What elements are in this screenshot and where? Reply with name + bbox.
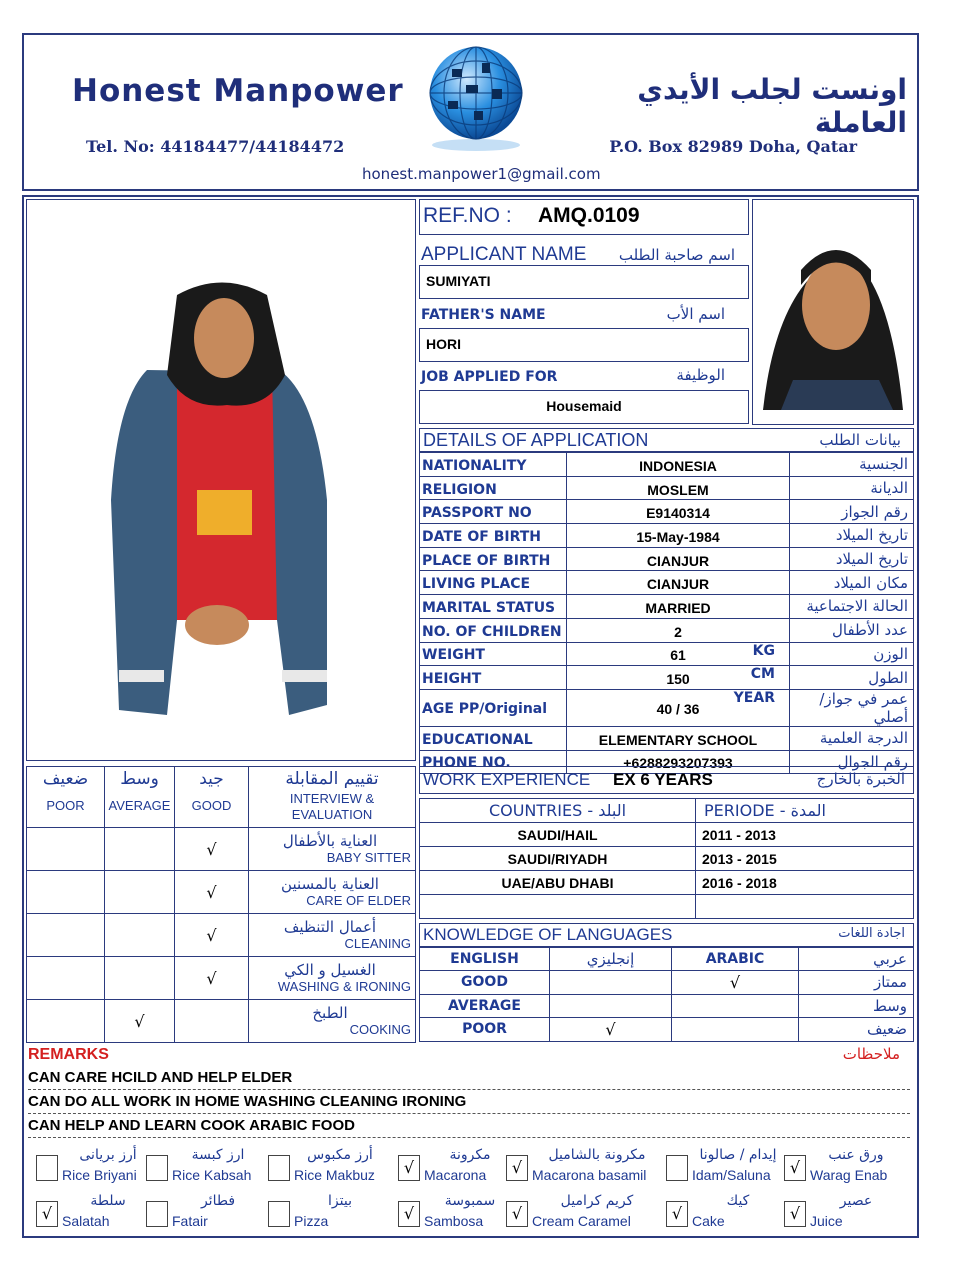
language-row xyxy=(420,1018,914,1042)
details-value: 150 xyxy=(666,671,690,688)
details-value: 40 / 36 xyxy=(656,701,700,718)
food-item xyxy=(506,1147,666,1191)
poor-check xyxy=(27,914,105,957)
language-level: AVERAGE xyxy=(420,994,550,1018)
english-header: ENGLISH xyxy=(420,948,550,971)
food-item xyxy=(268,1147,388,1191)
passport-photo-frame xyxy=(752,199,914,425)
food-name-ar: ارز كبسة xyxy=(191,1147,245,1163)
father-name-box xyxy=(419,328,749,362)
interview-skill-ar: العناية بالأطفال xyxy=(282,832,378,850)
food-item xyxy=(146,1193,266,1237)
food-name-en: Warag Enab xyxy=(810,1167,888,1183)
details-unit: KG xyxy=(752,642,775,659)
food-name-ar: سمبوسة xyxy=(444,1193,496,1209)
food-item xyxy=(398,1193,518,1237)
details-unit: YEAR xyxy=(733,689,775,706)
food-item xyxy=(36,1193,156,1237)
food-checkbox[interactable] xyxy=(666,1155,688,1181)
interview-skill-en: BABY SITTER xyxy=(326,850,411,865)
countries-header: COUNTRIES - البلد xyxy=(420,799,696,823)
details-row xyxy=(420,476,914,500)
food-checkbox[interactable]: √ xyxy=(398,1201,420,1227)
remarks-lines xyxy=(28,1066,910,1138)
food-name-en: Cream Caramel xyxy=(532,1213,631,1229)
applicant-name-label-ar: اسم صاحبة الطلب xyxy=(618,246,735,264)
language-level-ar: وسط xyxy=(799,994,914,1018)
details-row xyxy=(420,500,914,524)
interview-skill-ar: أعمال التنظيف xyxy=(283,918,377,936)
interview-row xyxy=(27,828,416,871)
food-checkbox[interactable]: √ xyxy=(666,1201,688,1227)
interview-title-ar: تقييم المقابلة xyxy=(285,769,379,789)
interview-row xyxy=(27,871,416,914)
experience-row xyxy=(420,847,914,871)
interview-row xyxy=(27,957,416,1000)
details-label: AGE PP/Original xyxy=(422,701,548,718)
work-experience-label: WORK EXPERIENCE xyxy=(423,770,591,789)
average-check xyxy=(105,871,175,914)
language-level: POOR xyxy=(420,1018,550,1042)
interview-skill-ar: العناية بالمسنين xyxy=(281,875,379,893)
good-check xyxy=(175,1000,249,1043)
details-row xyxy=(420,595,914,619)
work-experience-value: EX 6 YEARS xyxy=(613,770,713,789)
food-name-en: Juice xyxy=(810,1213,843,1229)
interview-skill-ar: الغسيل و الكي xyxy=(284,961,376,979)
food-name-ar: فطائر xyxy=(200,1193,236,1209)
remark-line: CAN DO ALL WORK IN HOME WASHING CLEANING IRONING xyxy=(28,1090,910,1114)
details-value: 61 xyxy=(670,647,686,664)
applicant-name-value: SUMIYATI xyxy=(426,273,491,289)
food-name-en: Sambosa xyxy=(424,1213,484,1229)
header-box xyxy=(22,33,919,191)
details-label-ar: الديانة xyxy=(870,479,908,498)
job-applied-value: Housemaid xyxy=(546,398,622,414)
language-row xyxy=(420,994,914,1018)
remarks-label-ar: ملاحظات xyxy=(842,1045,900,1063)
interview-skill-en: CLEANING xyxy=(344,936,411,951)
interview-skill-ar: الطبخ xyxy=(312,1004,348,1022)
good-check: √ xyxy=(175,914,249,957)
details-header xyxy=(419,428,914,452)
details-label-ar: عدد الأطفال xyxy=(832,621,908,640)
food-name-en: Pizza xyxy=(294,1213,329,1229)
experience-period: 2011 - 2013 xyxy=(696,823,914,847)
details-row xyxy=(420,453,914,477)
food-name-ar: مكرونة بالشاميل xyxy=(548,1147,646,1163)
arabic-header: ARABIC xyxy=(672,948,799,971)
poor-check xyxy=(27,871,105,914)
languages-title-ar: اجادة اللغات xyxy=(838,926,905,941)
details-row xyxy=(420,524,914,548)
food-name-en: Rice Kabsah xyxy=(172,1167,252,1183)
details-value: INDONESIA xyxy=(639,457,717,474)
details-title-ar: بيانات الطلب xyxy=(819,431,901,449)
details-title: DETAILS OF APPLICATION xyxy=(423,430,649,450)
experience-row xyxy=(420,871,914,895)
food-item xyxy=(36,1147,156,1191)
food-name-en: Salatah xyxy=(62,1213,110,1229)
languages-title: KNOWLEDGE OF LANGUAGES xyxy=(423,925,673,944)
food-name-en: Macarona basamil xyxy=(532,1167,647,1183)
food-name-ar: سلطة xyxy=(90,1193,126,1209)
english-check: √ xyxy=(550,1018,672,1042)
ref-box xyxy=(419,199,749,235)
food-name-ar: أرز بريانى xyxy=(79,1147,137,1163)
food-name-en: Rice Briyani xyxy=(62,1167,137,1183)
details-label-ar: الجنسية xyxy=(859,455,908,474)
details-label: MARITAL STATUS xyxy=(422,599,556,616)
details-unit: CM xyxy=(750,666,775,683)
details-value: CIANJUR xyxy=(646,552,710,569)
details-label: HEIGHT xyxy=(422,671,482,688)
details-value: ELEMENTARY SCHOOL xyxy=(598,731,758,748)
languages-header xyxy=(419,923,914,947)
food-checkbox[interactable]: √ xyxy=(506,1155,528,1181)
food-item xyxy=(398,1147,518,1191)
average-ar: وسط xyxy=(120,769,159,789)
food-item xyxy=(784,1193,904,1237)
food-item xyxy=(506,1193,666,1237)
globe-logo-icon xyxy=(422,41,530,153)
food-name-en: Rice Makbuz xyxy=(294,1167,375,1183)
interview-table xyxy=(26,766,416,1043)
details-label: EDUCATIONAL xyxy=(422,731,533,748)
food-name-ar: كيك xyxy=(726,1193,750,1209)
food-name-ar: عصير xyxy=(839,1193,873,1209)
food-checkbox[interactable] xyxy=(268,1201,290,1227)
details-row xyxy=(420,618,914,642)
interview-skill-en: COOKING xyxy=(349,1022,411,1037)
language-level: GOOD xyxy=(420,971,550,995)
food-name-ar: ورق عنب xyxy=(828,1147,884,1163)
details-value: MARRIED xyxy=(645,599,711,616)
details-value: MOSLEM xyxy=(647,481,709,498)
job-applied-box xyxy=(419,390,749,424)
poor-en: POOR xyxy=(46,798,85,813)
job-applied-label-ar: الوظيفة xyxy=(676,366,725,384)
good-check: √ xyxy=(175,828,249,871)
language-row xyxy=(420,971,914,995)
good-check: √ xyxy=(175,957,249,1000)
poor-check xyxy=(27,828,105,871)
english-check xyxy=(550,971,672,995)
food-name-ar: كريم كراميل xyxy=(560,1193,634,1209)
interview-row xyxy=(27,914,416,957)
food-checkbox[interactable]: √ xyxy=(506,1201,528,1227)
food-checklist xyxy=(26,1147,916,1235)
interview-skill-en: WASHING & IRONING xyxy=(277,979,411,994)
food-item xyxy=(146,1147,266,1191)
food-checkbox[interactable]: √ xyxy=(784,1155,806,1181)
full-photo-frame xyxy=(26,199,416,761)
food-name-ar: بيتزا xyxy=(328,1193,352,1209)
details-label-ar: رقم الجوال xyxy=(837,752,908,771)
email: honest.manpower1@gmail.com xyxy=(362,165,601,183)
food-name-ar: مكرونة xyxy=(449,1147,491,1163)
average-check: √ xyxy=(105,1000,175,1043)
good-ar: جيد xyxy=(199,769,224,789)
work-experience-label-ar: الخبرة بالخارج xyxy=(816,770,905,788)
food-name-ar: أرز مكبوس xyxy=(307,1147,373,1163)
poor-check xyxy=(27,957,105,1000)
experience-country xyxy=(420,895,696,919)
details-row xyxy=(420,666,914,690)
company-name-ar: اونست لجلب الأيدي العاملة xyxy=(637,73,907,139)
poor-check xyxy=(27,1000,105,1043)
food-item xyxy=(666,1193,786,1237)
remark-line: CAN CARE HCILD AND HELP ELDER xyxy=(28,1066,910,1090)
details-label: NO. OF CHILDREN xyxy=(422,623,562,640)
passport-photo xyxy=(753,200,911,422)
telephone: Tel. No: 44184477/44184472 xyxy=(86,137,345,156)
average-check xyxy=(105,914,175,957)
father-name-label: FATHER'S NAME xyxy=(421,307,546,323)
poor-ar: ضعيف xyxy=(42,769,89,789)
details-label: PASSPORT NO xyxy=(422,505,532,522)
details-row xyxy=(420,726,914,750)
food-checkbox[interactable] xyxy=(146,1155,168,1181)
details-row xyxy=(420,689,914,726)
details-label-ar: تاريخ الميلاد xyxy=(835,550,908,569)
remark-line: CAN HELP AND LEARN COOK ARABIC FOOD xyxy=(28,1114,910,1138)
details-label-ar: الوزن xyxy=(873,644,908,663)
details-value: E9140314 xyxy=(646,505,710,522)
food-name-en: Cake xyxy=(692,1213,725,1229)
details-label-ar: تاريخ الميلاد xyxy=(835,526,908,545)
interview-title-en: INTERVIEW & EVALUATION xyxy=(289,791,375,822)
food-item xyxy=(784,1147,904,1191)
father-name-value: HORI xyxy=(426,336,461,352)
average-check xyxy=(105,957,175,1000)
job-applied-label: JOB APPLIED FOR xyxy=(421,369,558,385)
food-checkbox[interactable]: √ xyxy=(784,1201,806,1227)
experience-period xyxy=(696,895,914,919)
arabic-header-ar: عربي xyxy=(799,948,914,971)
food-name-en: Fatair xyxy=(172,1213,208,1229)
details-label-ar: مكان الميلاد xyxy=(833,573,908,592)
food-item xyxy=(268,1193,388,1237)
details-label: RELIGION xyxy=(422,481,497,498)
interview-row xyxy=(27,1000,416,1043)
periode-header: PERIODE - المدة xyxy=(696,799,914,823)
average-check xyxy=(105,828,175,871)
details-label-ar: الحالة الاجتماعية xyxy=(806,597,908,616)
arabic-check xyxy=(672,1018,799,1042)
arabic-check: √ xyxy=(672,971,799,995)
po-box: P.O. Box 82989 Doha, Qatar xyxy=(609,137,857,156)
work-experience-header xyxy=(419,766,914,794)
details-row xyxy=(420,547,914,571)
details-row xyxy=(420,642,914,666)
food-checkbox[interactable]: √ xyxy=(36,1201,58,1227)
details-label-ar: عمر في جواز/أصلي xyxy=(819,689,908,726)
food-checkbox[interactable]: √ xyxy=(398,1155,420,1181)
food-checkbox[interactable] xyxy=(268,1155,290,1181)
experience-period: 2013 - 2015 xyxy=(696,847,914,871)
details-label: PHONE NO. xyxy=(422,755,511,772)
english-header-ar: إنجليزي xyxy=(550,948,672,971)
experience-table xyxy=(419,798,914,919)
details-table xyxy=(419,452,914,774)
food-name-ar: إيدام / صالونا xyxy=(699,1147,777,1163)
ref-label: REF.NO : xyxy=(423,204,512,227)
details-label-ar: رقم الجواز xyxy=(841,502,908,521)
experience-row xyxy=(420,823,914,847)
details-label-ar: الدرجة العلمية xyxy=(819,729,908,748)
details-label: PLACE OF BIRTH xyxy=(422,552,551,569)
details-label-ar: الطول xyxy=(868,668,908,687)
food-checkbox[interactable] xyxy=(146,1201,168,1227)
experience-period: 2016 - 2018 xyxy=(696,871,914,895)
details-label: NATIONALITY xyxy=(422,457,527,474)
language-level-ar: ممتاز xyxy=(799,971,914,995)
good-en: GOOD xyxy=(191,798,232,813)
interview-skill-en: CARE OF ELDER xyxy=(306,893,411,908)
remarks-label: REMARKS xyxy=(28,1046,109,1063)
food-checkbox[interactable] xyxy=(36,1155,58,1181)
details-label: WEIGHT xyxy=(422,647,485,664)
language-level-ar: ضعيف xyxy=(799,1018,914,1042)
experience-row xyxy=(420,895,914,919)
applicant-name-label: APPLICANT NAME xyxy=(421,244,587,265)
company-name-en: Honest Manpower xyxy=(72,73,404,109)
average-en: AVERAGE xyxy=(108,798,171,813)
languages-table xyxy=(419,947,914,1042)
applicant-name-box xyxy=(419,265,749,299)
experience-country: UAE/ABU DHABI xyxy=(420,871,696,895)
details-value: 15-May-1984 xyxy=(636,528,720,545)
details-row xyxy=(420,571,914,595)
food-name-en: Macarona xyxy=(424,1167,487,1183)
father-name-label-ar: اسم الأب xyxy=(666,305,725,323)
food-item xyxy=(666,1147,786,1191)
details-label: LIVING PLACE xyxy=(422,576,531,593)
food-name-en: Idam/Saluna xyxy=(692,1167,771,1183)
details-value: +6288293207393 xyxy=(623,755,733,772)
details-label: DATE OF BIRTH xyxy=(422,528,541,545)
arabic-check xyxy=(672,994,799,1018)
experience-country: SAUDI/RIYADH xyxy=(420,847,696,871)
experience-country: SAUDI/HAIL xyxy=(420,823,696,847)
details-value: CIANJUR xyxy=(646,576,710,593)
good-check: √ xyxy=(175,871,249,914)
ref-value: AMQ.0109 xyxy=(538,204,640,227)
details-value: 2 xyxy=(674,623,682,640)
full-body-photo xyxy=(27,200,413,758)
english-check xyxy=(550,994,672,1018)
